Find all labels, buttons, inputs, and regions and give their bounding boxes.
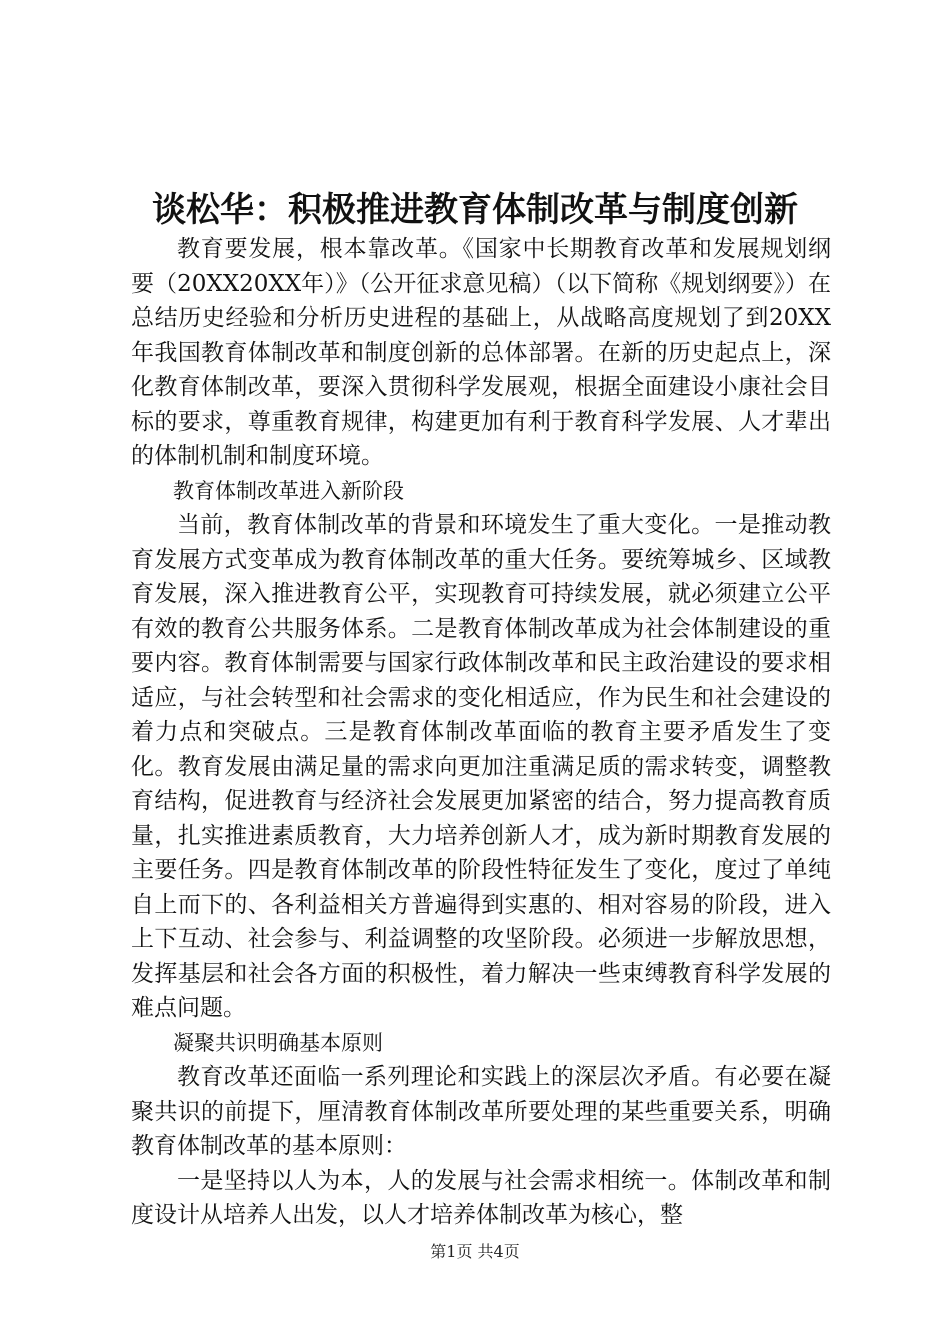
section-heading-principles: 凝聚共识明确基本原则	[173, 1030, 383, 1055]
paragraph-contradictions: 教育改革还面临一系列理论和实践上的深层次矛盾。有必要在凝聚共识的前提下，厘清教育体制改革所要处理的某些重要关系，明确教育体制改革的基本原则：	[131, 1064, 831, 1159]
paragraph-principle-one: 一是坚持以人为本，人的发展与社会需求相统一。体制改革和制度设计从培养人出发，以人才培养体制改革为核心，整	[131, 1167, 831, 1228]
section-heading-new-stage: 教育体制改革进入新阶段	[173, 478, 404, 503]
document-body	[131, 232, 831, 1233]
document-title: 谈松华：积极推进教育体制改革与制度创新	[152, 190, 798, 230]
page-footer: 第1页 共4页	[430, 1242, 520, 1261]
paragraph-background: 当前，教育体制改革的背景和环境发生了重大变化。一是推动教育发展方式变革成为教育体制改革的重大任务。要统筹城乡、区域教育发展，深入推进教育公平，实现教育可持续发展，就必须建立公平有效的教育公共服务体系。二是教育体制改革成为社会体制建设的重要内容。教育体制需要与国家行政体制改革和民主政治建设的要求相适应，与社会转型和社会需求的变化相适应，作为民生和社会建设的着力点和突破点。三是教育体制改革面临的教育主要矛盾发生了变化。教育发展由满足量的需求向更加注重满足质的需求转变，调整教育结构，促进教育与经济社会发展更加紧密的结合，努力提高教育质量，扎实推进素质教育，大力培养创新人才，成为新时期教育发展的主要任务。四是教育体制改革的阶段性特征发生了变化，度过了单纯自上而下的、各利益相关方普遍得到实惠的、相对容易的阶段，进入上下互动、社会参与、利益调整的攻坚阶段。必须进一步解放思想，发挥基层和社会各方面的积极性，着力解决一些束缚教育科学发展的难点问题。	[131, 512, 831, 1021]
paragraph-intro: 教育要发展，根本靠改革。《国家中长期教育改革和发展规划纲要（20XX20XX年）》（公开征求意见稿）（以下简称《规划纲要》）在总结历史经验和分析历史进程的基础上，从战略高度规划了到20XX年我国教育体制改革和制度创新的总体部署。在新的历史起点上，深化教育体制改革，要深入贯彻科学发展观，根据全面建设小康社会目标的要求，尊重教育规律，构建更加有利于教育科学发展、人才辈出的体制机制和制度环境。	[131, 236, 831, 469]
